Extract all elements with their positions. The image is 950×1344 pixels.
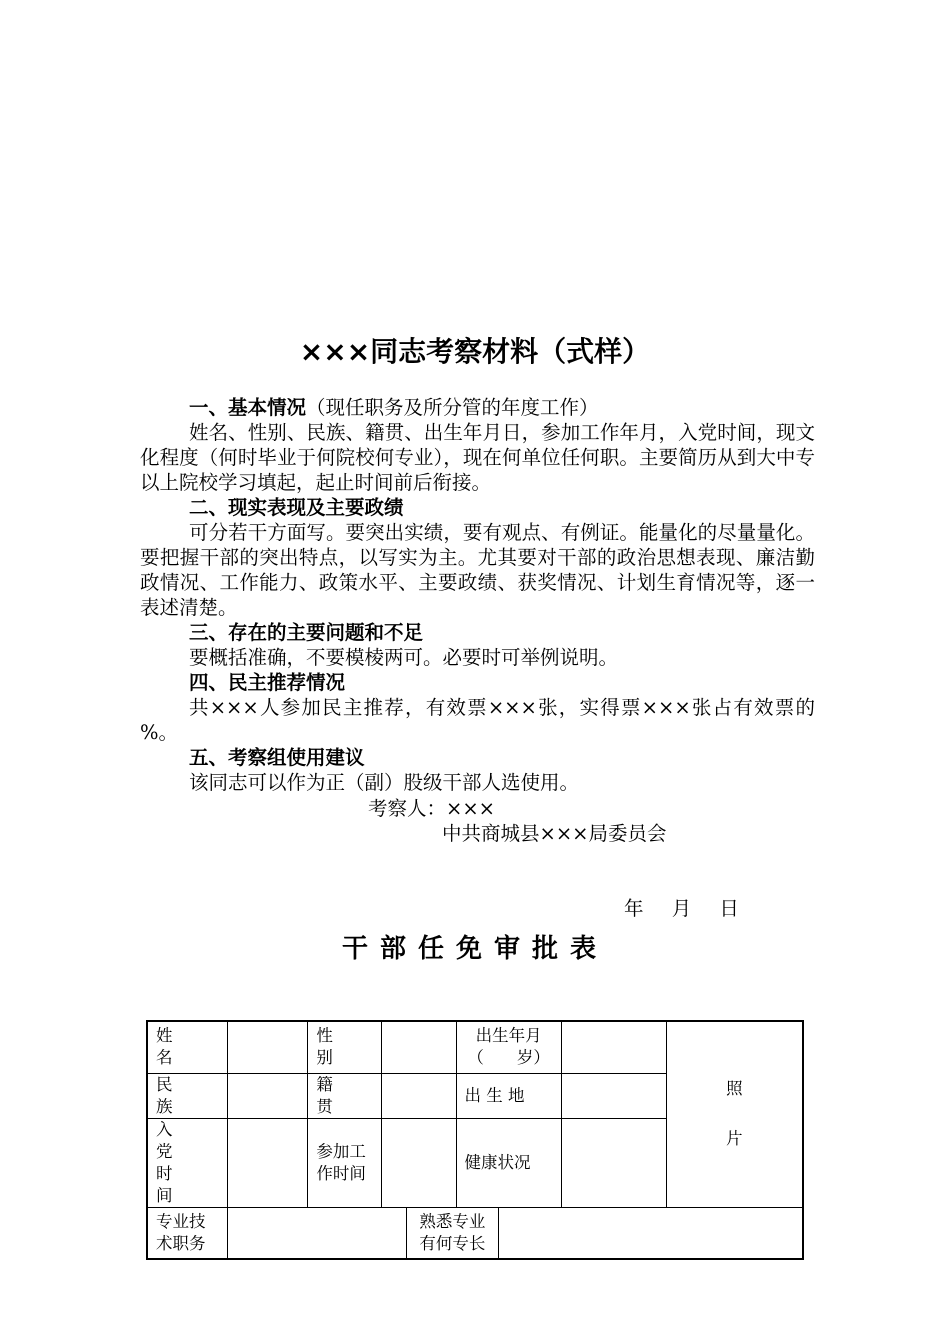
- birth-date-value[interactable]: [561, 1021, 666, 1073]
- gender-value[interactable]: [381, 1021, 456, 1073]
- ethnicity-value[interactable]: [228, 1073, 308, 1118]
- section-3-heading: 三、存在的主要问题和不足: [189, 621, 424, 644]
- work-start-label-line2: 作时间: [316, 1163, 366, 1183]
- birth-date-label-line2: （ 岁）: [467, 1048, 550, 1068]
- organization-line: 中共商城县×××局委员会: [442, 822, 667, 845]
- form-row-1: [147, 1021, 803, 1073]
- date-line: 年 月 日: [624, 897, 739, 920]
- approval-form-table: [146, 1020, 804, 1260]
- work-start-label: [308, 1118, 382, 1207]
- form-row-4: [147, 1207, 803, 1259]
- ethnicity-label: 民 族: [147, 1073, 228, 1118]
- tech-title-label: [147, 1207, 228, 1259]
- photo-label-2: 片: [726, 1129, 743, 1149]
- section-1-heading: 一、基本情况: [189, 396, 307, 419]
- party-join-value[interactable]: [228, 1118, 308, 1207]
- name-label: 姓 名: [147, 1021, 228, 1073]
- expertise-label-line2: 有何专长: [419, 1233, 486, 1253]
- section-1-note: （现任职务及所分管的年度工作）: [306, 396, 599, 419]
- name-value[interactable]: [228, 1021, 308, 1073]
- native-place-label: 籍 贯: [308, 1073, 382, 1118]
- birth-date-label: [456, 1021, 561, 1073]
- native-place-value[interactable]: [381, 1073, 456, 1118]
- work-start-value[interactable]: [381, 1118, 456, 1207]
- expertise-label: [407, 1207, 498, 1259]
- document-body: [140, 395, 835, 795]
- section-4-body: 共×××人参加民主推荐，有效票×××张，实得票×××张占有效票的 %。: [140, 696, 835, 744]
- photo-label-1: 照: [726, 1079, 743, 1099]
- tech-title-value[interactable]: [228, 1207, 407, 1259]
- section-2-body: 可分若干方面写。要突出实绩，要有观点、有例证。能量化的尽量量化。要把握干部的突出特点，以写实为主。尤其要对干部的政治思想表现、廉洁勤政情况、工作能力、政策水平、主要政绩、获奖情况、计划生育情况等，逐一表述清楚。: [140, 521, 815, 619]
- tech-title-label-line2: 术职务: [156, 1233, 206, 1253]
- party-join-label-line1: 入 党: [156, 1119, 209, 1161]
- section-5-heading: 五、考察组使用建议: [189, 746, 365, 769]
- tech-title-label-line1: 专业技: [156, 1211, 206, 1231]
- inspector-line: 考察人：×××: [368, 797, 496, 820]
- expertise-label-line1: 熟悉专业: [419, 1211, 486, 1231]
- health-label: 健康状况: [456, 1118, 561, 1207]
- party-join-label-line2: 时 间: [156, 1163, 209, 1205]
- document-title: ×××同志考察材料（式样）: [299, 335, 651, 368]
- health-value[interactable]: [561, 1118, 666, 1207]
- birthplace-value[interactable]: [561, 1073, 666, 1118]
- expertise-value[interactable]: [498, 1207, 803, 1259]
- photo-box[interactable]: [666, 1021, 803, 1207]
- form-title: 干部任免审批表: [341, 934, 608, 964]
- birth-date-label-line1: 出生年月: [475, 1026, 542, 1046]
- section-4-heading: 四、民主推荐情况: [189, 671, 346, 694]
- gender-label: 性 别: [308, 1021, 382, 1073]
- party-join-label: [147, 1118, 228, 1207]
- birthplace-label: 出 生 地: [456, 1073, 561, 1118]
- section-1-body: 姓名、性别、民族、籍贯、出生年月日，参加工作年月，入党时间，现文化程度（何时毕业于何院校何专业），现在何单位任何职。主要简历从到大中专以上院校学习填起，起止时间前后衔接。: [140, 421, 815, 494]
- section-1-heading-line: [140, 395, 815, 420]
- section-2-heading: 二、现实表现及主要政绩: [189, 496, 404, 519]
- section-3-body: 要概括准确，不要模棱两可。必要时可举例说明。: [189, 646, 619, 669]
- work-start-label-line1: 参加工: [316, 1141, 366, 1161]
- section-5-body: 该同志可以作为正（副）股级干部人选使用。: [189, 771, 580, 794]
